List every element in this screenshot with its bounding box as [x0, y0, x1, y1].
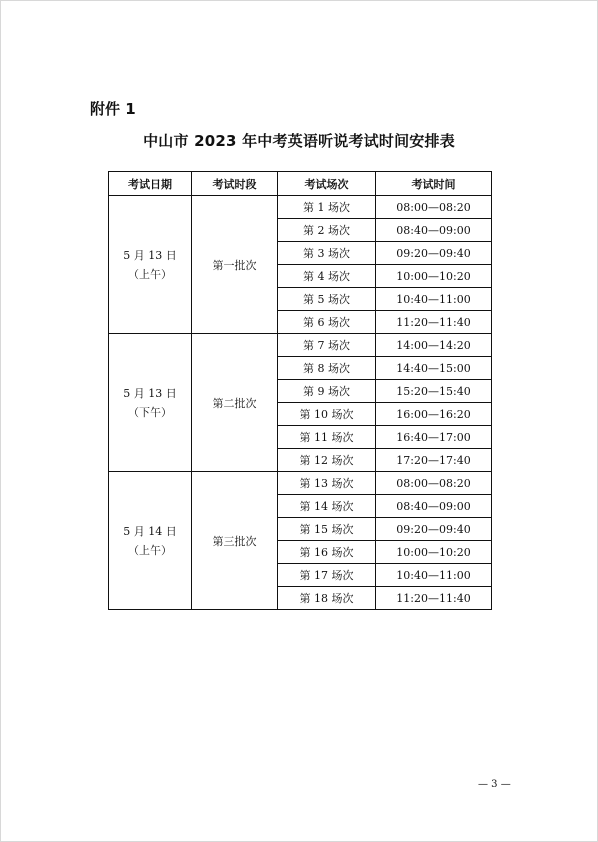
time-cell: 14:00—14:20	[376, 334, 492, 357]
session-cell: 第 8 场次	[278, 357, 376, 380]
session-cell: 第 9 场次	[278, 380, 376, 403]
time-cell: 08:40—09:00	[376, 495, 492, 518]
date-cell	[109, 196, 192, 334]
session-cell: 第 7 场次	[278, 334, 376, 357]
session-cell: 第 11 场次	[278, 426, 376, 449]
attachment-label: 附件 1	[90, 100, 136, 118]
time-cell: 16:00—16:20	[376, 403, 492, 426]
time-cell: 09:20—09:40	[376, 242, 492, 265]
date-cell	[109, 334, 192, 472]
time-cell: 10:00—10:20	[376, 541, 492, 564]
session-cell: 第 1 场次	[278, 196, 376, 219]
header-exam-session: 考试场次	[278, 172, 376, 196]
date-text: 5 月 13 日	[123, 248, 177, 262]
time-cell: 17:20—17:40	[376, 449, 492, 472]
session-cell: 第 5 场次	[278, 288, 376, 311]
session-cell: 第 16 场次	[278, 541, 376, 564]
header-exam-date: 考试日期	[109, 172, 192, 196]
time-cell: 16:40—17:00	[376, 426, 492, 449]
header-exam-time: 考试时间	[376, 172, 492, 196]
session-cell: 第 2 场次	[278, 219, 376, 242]
session-cell: 第 10 场次	[278, 403, 376, 426]
date-text: 5 月 13 日	[123, 386, 177, 400]
session-cell: 第 13 场次	[278, 472, 376, 495]
period-text: （上午）	[128, 543, 172, 557]
session-cell: 第 18 场次	[278, 587, 376, 610]
batch-cell: 第三批次	[192, 472, 278, 610]
period-text: （上午）	[128, 267, 172, 281]
session-cell: 第 15 场次	[278, 518, 376, 541]
date-cell	[109, 472, 192, 610]
session-cell: 第 4 场次	[278, 265, 376, 288]
period-text: （下午）	[128, 405, 172, 419]
time-cell: 08:40—09:00	[376, 219, 492, 242]
time-cell: 15:20—15:40	[376, 380, 492, 403]
time-cell: 10:40—11:00	[376, 564, 492, 587]
table-row	[109, 196, 492, 219]
date-text: 5 月 14 日	[123, 524, 177, 538]
time-cell: 08:00—08:20	[376, 472, 492, 495]
time-cell: 08:00—08:20	[376, 196, 492, 219]
time-cell: 10:00—10:20	[376, 265, 492, 288]
table-row	[109, 334, 492, 357]
session-cell: 第 6 场次	[278, 311, 376, 334]
batch-cell: 第一批次	[192, 196, 278, 334]
time-cell: 14:40—15:00	[376, 357, 492, 380]
batch-cell: 第二批次	[192, 334, 278, 472]
header-exam-period: 考试时段	[192, 172, 278, 196]
session-cell: 第 17 场次	[278, 564, 376, 587]
time-cell: 11:20—11:40	[376, 587, 492, 610]
table-row	[109, 472, 492, 495]
session-cell: 第 3 场次	[278, 242, 376, 265]
page-title: 中山市 2023 年中考英语听说考试时间安排表	[143, 132, 455, 150]
exam-schedule-table	[108, 171, 492, 610]
session-cell: 第 14 场次	[278, 495, 376, 518]
page-number: — 3 —	[478, 779, 511, 790]
table-header-row	[109, 172, 492, 196]
time-cell: 11:20—11:40	[376, 311, 492, 334]
time-cell: 09:20—09:40	[376, 518, 492, 541]
time-cell: 10:40—11:00	[376, 288, 492, 311]
session-cell: 第 12 场次	[278, 449, 376, 472]
